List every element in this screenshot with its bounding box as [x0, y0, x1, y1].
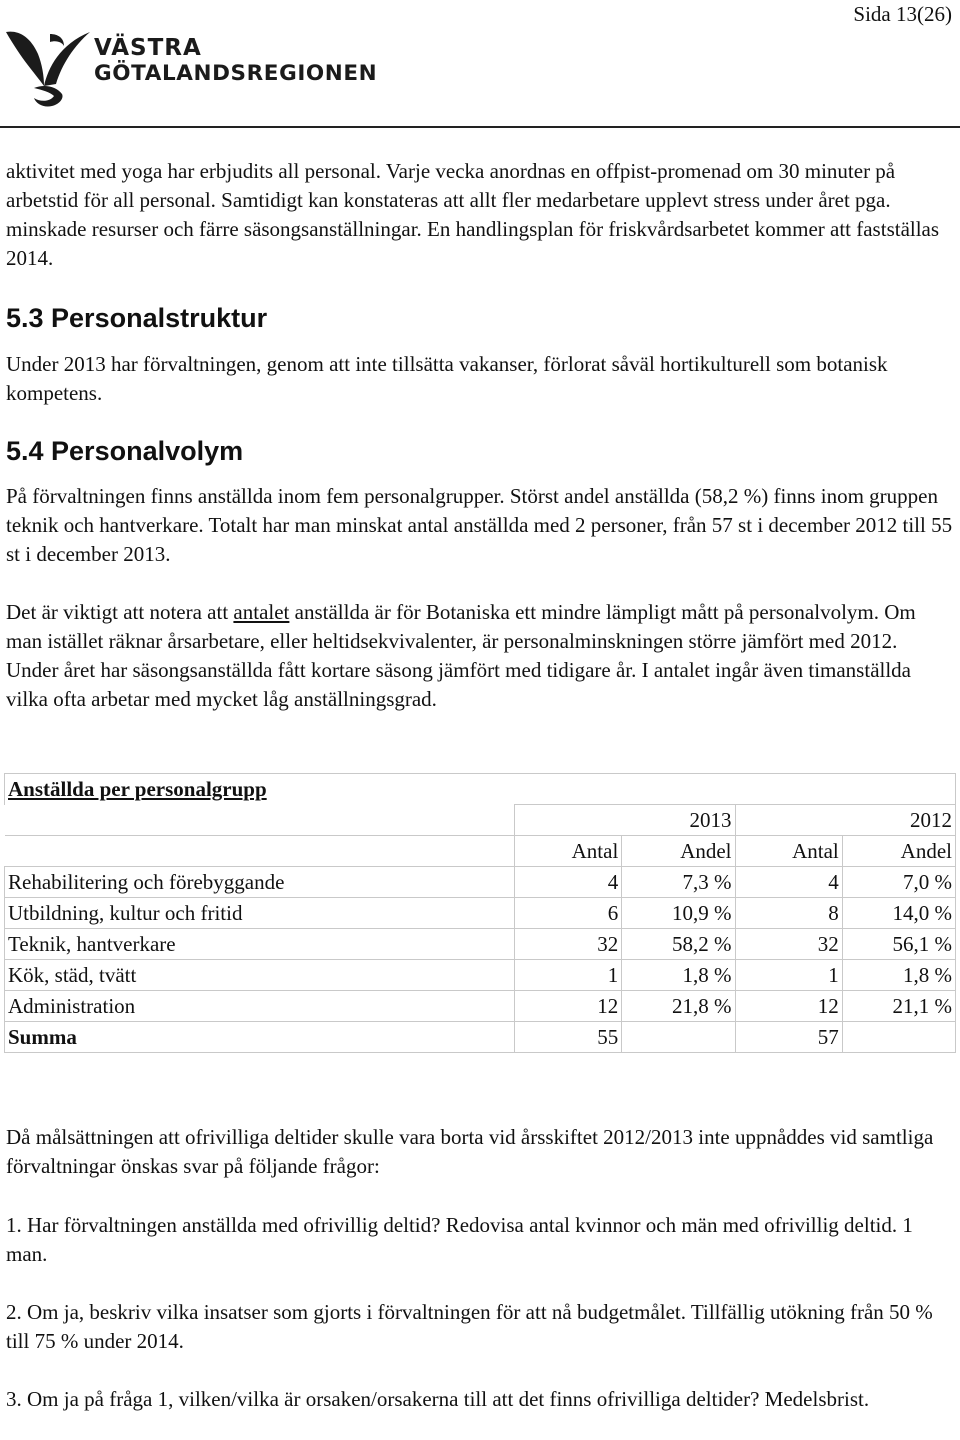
organization-logo — [4, 24, 404, 108]
sum-2012: 57 — [735, 1022, 842, 1053]
table-row — [5, 898, 956, 929]
row-andel-2013: 10,9 % — [622, 898, 735, 929]
logo-line-2: GÖTALANDSREGIONEN — [94, 61, 378, 86]
row-antal-2013: 32 — [515, 929, 622, 960]
logo-mark-icon — [4, 24, 94, 108]
row-antal-2012: 12 — [735, 991, 842, 1022]
underlined-word: antalet — [233, 600, 290, 624]
row-label: Rehabilitering och förebyggande — [5, 867, 515, 898]
col-antal-2012: Antal — [735, 836, 842, 867]
question-3: 3. Om ja på fråga 1, vilken/vilka är orsaken/orsakerna till att det finns ofrivilliga deltider? Medelsbrist. — [6, 1387, 870, 1411]
row-andel-2012: 14,0 % — [842, 898, 955, 929]
page-number: Sida 13(26) — [853, 2, 952, 26]
table-row — [5, 867, 956, 898]
row-andel-2012: 7,0 % — [842, 867, 955, 898]
header-divider — [0, 126, 960, 128]
section-heading-5-3: 5.3 Personalstruktur — [6, 303, 268, 333]
body-2-text-b: anställda är för Botaniska ett mindre lämpligt mått på personalvolym. Om man istället räknar årsarbetare, eller heltidsekvivalenter, är personalminskningen större jämfört med 2012. Under året har säsongsanställda fått kortare säsong jämfört med tidigare år. I antalet ingår även timanställda vilka ofta arbetar med mycket låg anställningsgrad. — [6, 600, 916, 711]
row-andel-2013: 7,3 % — [622, 867, 735, 898]
year-2012-header: 2012 — [735, 805, 955, 836]
table-year-row — [5, 805, 956, 836]
section-heading-5-4: 5.4 Personalvolym — [6, 436, 244, 466]
row-label: Kök, städ, tvätt — [5, 960, 515, 991]
table-column-header-row — [5, 836, 956, 867]
table-title-row — [5, 774, 956, 805]
logo-line-1: VÄSTRA — [94, 35, 202, 61]
table-title-text: Anställda per personalgrupp — [8, 777, 267, 801]
row-antal-2012: 1 — [735, 960, 842, 991]
row-label: Administration — [5, 991, 515, 1022]
row-label: Utbildning, kultur och fritid — [5, 898, 515, 929]
row-andel-2013: 1,8 % — [622, 960, 735, 991]
row-andel-2012: 1,8 % — [842, 960, 955, 991]
year-2013-header: 2013 — [515, 805, 735, 836]
section-5-3-body: Under 2013 har förvaltningen, genom att inte tillsätta vakanser, förlorat såväl hortikulturell som botanisk kompetens. — [6, 352, 888, 405]
row-antal-2013: 1 — [515, 960, 622, 991]
intro-paragraph: aktivitet med yoga har erbjudits all personal. Varje vecka anordnas en offpist-promenad om 30 minuter på arbetstid för all personal. Samtidigt kan konstateras att allt fler medarbetare upplevt stress under året pga. minskade resurser och färre säsongsanställningar. En handlingsplan för friskvårdsarbetet kommer att fastställas 2014. — [6, 159, 940, 270]
table-empty-cell — [5, 836, 515, 867]
table-sum-row — [5, 1022, 956, 1053]
table-empty-cell — [5, 805, 515, 836]
row-antal-2013: 12 — [515, 991, 622, 1022]
section-5-4-body-2 — [6, 598, 954, 714]
question-1: 1. Har förvaltningen anställda med ofrivillig deltid? Redovisa antal kvinnor och män med ofrivillig deltid. 1 man. — [6, 1213, 913, 1266]
col-antal-2013: Antal — [515, 836, 622, 867]
questions-intro: Då målsättningen att ofrivilliga deltider skulle vara borta vid årsskiftet 2012/2013 inte uppnåddes vid samtliga förvaltningar önskas svar på följande frågor: — [6, 1125, 934, 1178]
body-2-text-a: Det är viktigt att notera att — [6, 600, 234, 624]
row-antal-2013: 4 — [515, 867, 622, 898]
sum-empty-cell — [622, 1022, 735, 1053]
table-row — [5, 960, 956, 991]
question-2: 2. Om ja, beskriv vilka insatser som gjorts i förvaltningen för att nå budgetmålet. Tillfällig utökning från 50 % till 75 % under 2014. — [6, 1300, 933, 1353]
row-antal-2012: 8 — [735, 898, 842, 929]
sum-label: Summa — [5, 1022, 515, 1053]
row-label: Teknik, hantverkare — [5, 929, 515, 960]
row-andel-2012: 56,1 % — [842, 929, 955, 960]
col-andel-2013: Andel — [622, 836, 735, 867]
row-andel-2013: 58,2 % — [622, 929, 735, 960]
sum-empty-cell — [842, 1022, 955, 1053]
table-title — [5, 774, 956, 805]
row-andel-2013: 21,8 % — [622, 991, 735, 1022]
row-antal-2013: 6 — [515, 898, 622, 929]
row-antal-2012: 32 — [735, 929, 842, 960]
table-row — [5, 929, 956, 960]
row-antal-2012: 4 — [735, 867, 842, 898]
table-row — [5, 991, 956, 1022]
sum-2013: 55 — [515, 1022, 622, 1053]
row-andel-2012: 21,1 % — [842, 991, 955, 1022]
staff-table — [4, 773, 956, 1053]
section-5-4-body-1: På förvaltningen finns anställda inom fem personalgrupper. Störst andel anställda (58,2 %) finns inom gruppen teknik och hantverkare. Totalt har man minskat antal anställda med 2 personer, från 57 st i december 2012 till 55 st i december 2013. — [6, 484, 953, 566]
col-andel-2012: Andel — [842, 836, 955, 867]
